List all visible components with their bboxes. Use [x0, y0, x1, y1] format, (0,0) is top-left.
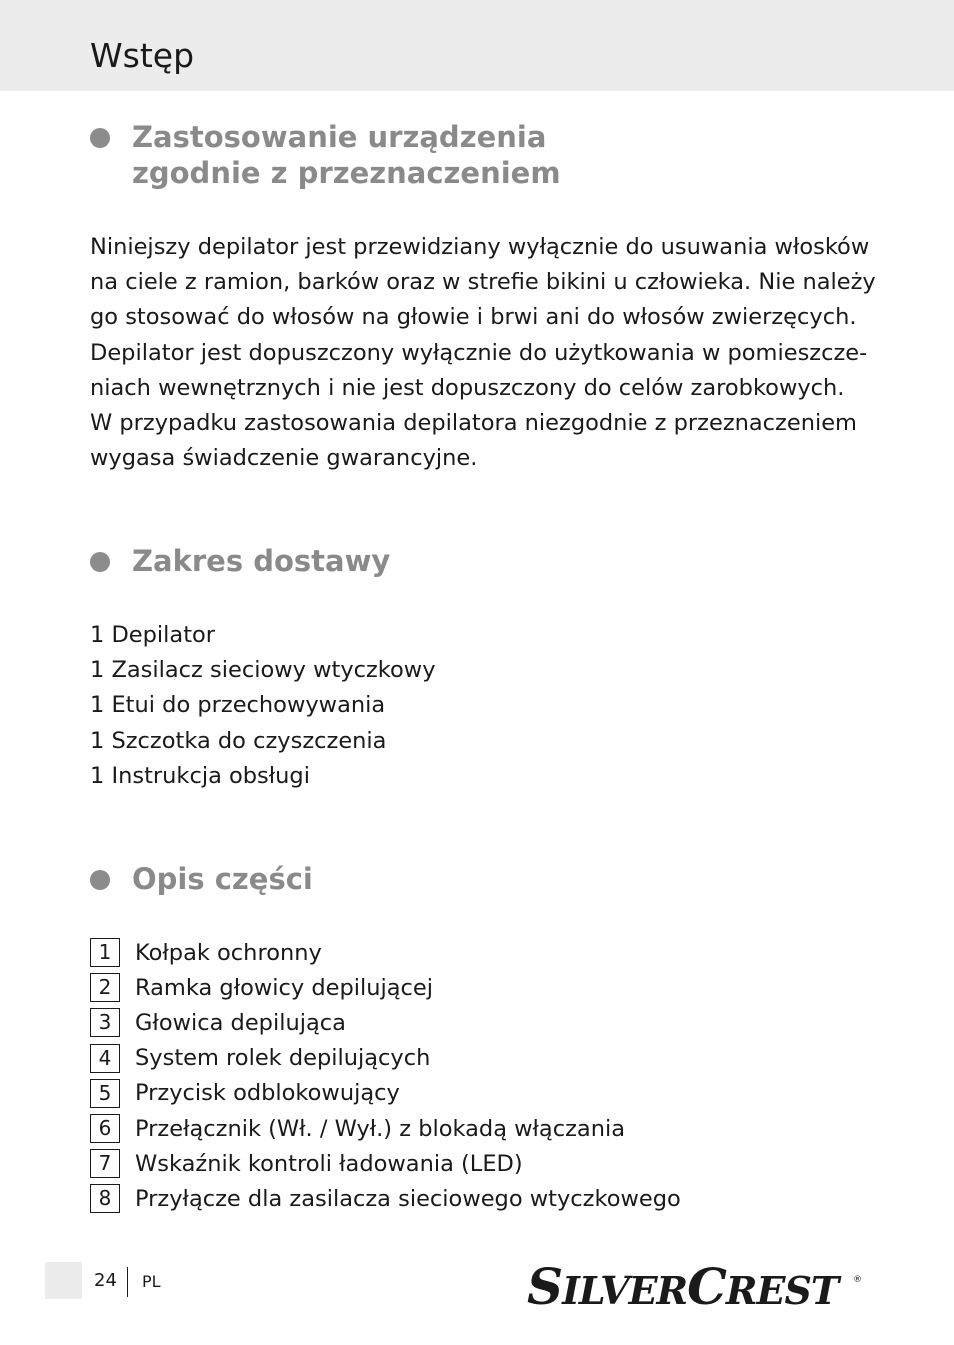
bullet-icon [90, 552, 110, 572]
list-item [90, 1111, 681, 1146]
part-number-box: 7 [90, 1149, 120, 1178]
paragraph-line: na ciele z ramion, barków oraz w strefie bikini u człowieka. Nie należy [90, 269, 876, 296]
svg-text:SILVERCREST: SILVERCREST [527, 1260, 839, 1310]
footer-divider [127, 1267, 128, 1297]
section-heading-parts [90, 861, 313, 897]
part-label: System rolek depilujących [135, 1045, 431, 1072]
parts-list [90, 935, 681, 1217]
list-item [90, 935, 681, 970]
language-code: PL [142, 1272, 161, 1291]
page-title: Wstęp [90, 36, 195, 75]
part-number-box: 8 [90, 1184, 120, 1213]
part-label: Ramka głowicy depilującej [135, 974, 434, 1001]
paragraph-line: W przypadku zastosowania depilatora niezgodnie z przeznaczeniem [90, 410, 857, 437]
paragraph-line: Depilator jest dopuszczony wyłącznie do użytkowania w pomieszcze- [90, 339, 868, 366]
bullet-icon [90, 870, 110, 890]
section-title: Zakres dostawy [132, 544, 391, 578]
list-item [90, 970, 681, 1005]
paragraph-line: wygasa świadczenie gwarancyjne. [90, 445, 478, 472]
silvercrest-logo [527, 1260, 863, 1310]
section-title-line: Zastosowanie urządzenia [132, 120, 547, 154]
section-title: Opis części [132, 862, 313, 896]
part-label: Głowica depilująca [135, 1009, 346, 1036]
list-item: 1 Instrukcja obsługi [90, 762, 310, 789]
part-label: Przyłącze dla zasilacza sieciowego wtyczkowego [135, 1185, 681, 1212]
list-item [90, 1005, 681, 1040]
paragraph-line: niach wewnętrznych i nie jest dopuszczony do celów zarobkowych. [90, 374, 845, 401]
list-item [90, 1041, 681, 1076]
paragraph-line: Niniejszy depilator jest przewidziany wyłącznie do usuwania włosków [90, 234, 870, 260]
part-number-box: 6 [90, 1114, 120, 1143]
part-label: Przełącznik (Wł. / Wył.) z blokadą włączania [135, 1115, 625, 1142]
section-title-line: zgodnie z przeznaczeniem [132, 156, 561, 190]
list-item: 1 Szczotka do czyszczenia [90, 727, 387, 754]
part-number-box: 2 [90, 973, 120, 1002]
page-number: 24 [94, 1270, 117, 1291]
part-number-box: 1 [90, 938, 120, 967]
footer-box [45, 1262, 82, 1299]
part-label: Przycisk odblokowujący [135, 1080, 400, 1107]
delivery-list [90, 618, 436, 794]
part-label: Kołpak ochronny [135, 939, 322, 966]
svg-text:®: ® [853, 1275, 862, 1285]
list-item [90, 1181, 681, 1216]
paragraph-line: go stosować do włosów na głowie i brwi ani do włosów zwierzęcych. [90, 304, 857, 331]
section-heading-intended-use [90, 119, 561, 191]
bullet-icon [90, 128, 110, 148]
section-heading-delivery [90, 543, 390, 579]
list-item: 1 Depilator [90, 622, 216, 648]
list-item [90, 1076, 681, 1111]
part-number-box: 3 [90, 1008, 120, 1037]
list-item [90, 1146, 681, 1181]
part-number-box: 4 [90, 1044, 120, 1073]
list-item: 1 Zasilacz sieciowy wtyczkowy [90, 657, 436, 684]
part-number-box: 5 [90, 1079, 120, 1108]
list-item: 1 Etui do przechowywania [90, 692, 386, 719]
intended-use-paragraph [90, 230, 876, 476]
part-label: Wskaźnik kontroli ładowania (LED) [135, 1150, 523, 1177]
